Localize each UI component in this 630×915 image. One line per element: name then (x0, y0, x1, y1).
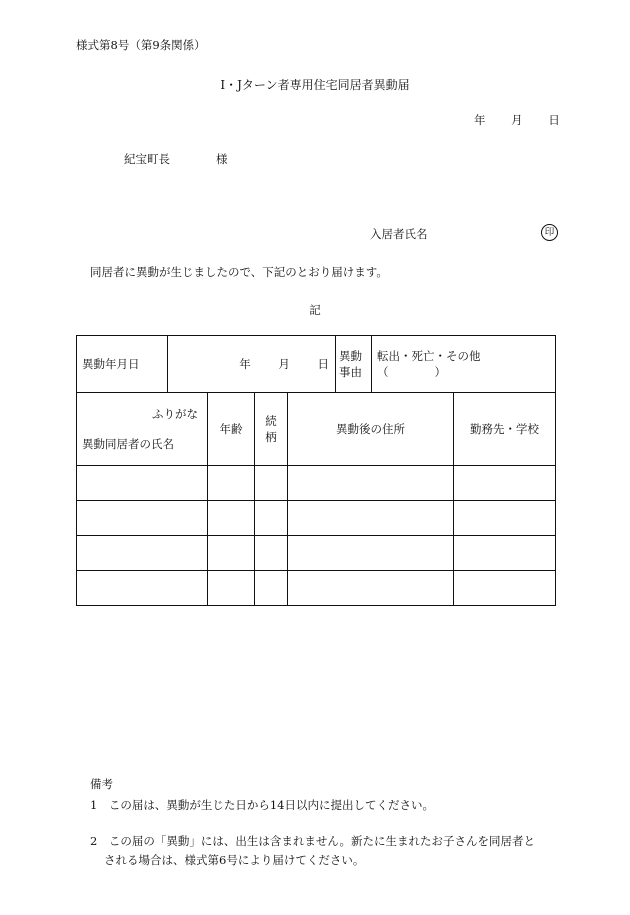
name-header (77, 393, 208, 466)
change-date-field[interactable] (168, 336, 336, 393)
reason-field[interactable] (372, 336, 556, 393)
ki-heading: 記 (309, 303, 321, 317)
relation-cell[interactable] (255, 501, 288, 536)
day-label: 日 (548, 113, 560, 127)
addressee (124, 151, 228, 167)
table-row (77, 536, 556, 571)
name-label: 異動同居者の氏名 (82, 437, 174, 451)
change-table (76, 335, 556, 606)
year-label: 年 (474, 113, 486, 127)
form-title: I・Jターン者専用住宅同居者異動届 (220, 78, 410, 92)
workplace-cell[interactable] (454, 501, 556, 536)
new-address-header: 異動後の住所 (288, 393, 454, 466)
reason-other-paren: （ ） (377, 365, 446, 379)
workplace-header: 勤務先・学校 (454, 393, 556, 466)
month-label: 月 (511, 113, 523, 127)
age-header: 年齢 (208, 393, 255, 466)
relation-cell[interactable] (255, 536, 288, 571)
age-cell[interactable] (208, 466, 255, 501)
remarks-note-1: 1 この届は、異動が生じた日から14日以内に提出してください。 (90, 798, 434, 812)
remarks-note-2: 2 この届の「異動」には、出生は含まれません。新たに生まれたお子さんを同居者と (90, 834, 536, 848)
day-label: 日 (317, 357, 329, 371)
workplace-cell[interactable] (454, 571, 556, 606)
name-cell[interactable] (77, 571, 208, 606)
remarks-title: 備考 (90, 777, 113, 791)
change-date-row (77, 336, 556, 393)
address-cell[interactable] (288, 501, 454, 536)
reason-options: 転出・死亡・その他 (377, 349, 481, 363)
form-number: 様式第8号（第9条関係） (76, 38, 206, 52)
address-cell[interactable] (288, 466, 454, 501)
month-label: 月 (278, 357, 290, 371)
submission-date (474, 112, 560, 128)
name-cell[interactable] (77, 501, 208, 536)
age-cell[interactable] (208, 571, 255, 606)
resident-name-label: 入居者氏名 (370, 227, 428, 241)
table-row (77, 466, 556, 501)
addressee-name: 紀宝町長 (124, 152, 170, 166)
reason-label: 異動 事由 (336, 336, 372, 393)
name-cell[interactable] (77, 466, 208, 501)
age-cell[interactable] (208, 501, 255, 536)
year-label: 年 (239, 357, 251, 371)
name-cell[interactable] (77, 536, 208, 571)
address-cell[interactable] (288, 536, 454, 571)
table-row (77, 501, 556, 536)
relation-header: 続柄 (255, 393, 288, 466)
table-row (77, 571, 556, 606)
seal-mark: 印 (541, 224, 558, 241)
workplace-cell[interactable] (454, 466, 556, 501)
relation-cell[interactable] (255, 571, 288, 606)
header-row (77, 393, 556, 466)
remarks-note-2-cont: される場合は、様式第6号により届けてください。 (104, 853, 365, 867)
age-cell[interactable] (208, 536, 255, 571)
addressee-honorific: 様 (216, 152, 228, 166)
address-cell[interactable] (288, 571, 454, 606)
furigana-label: ふりがな (152, 407, 198, 421)
intro-text: 同居者に異動が生じましたので、下記のとおり届けます。 (90, 265, 388, 279)
change-date-label: 異動年月日 (77, 336, 168, 393)
workplace-cell[interactable] (454, 536, 556, 571)
relation-cell[interactable] (255, 466, 288, 501)
